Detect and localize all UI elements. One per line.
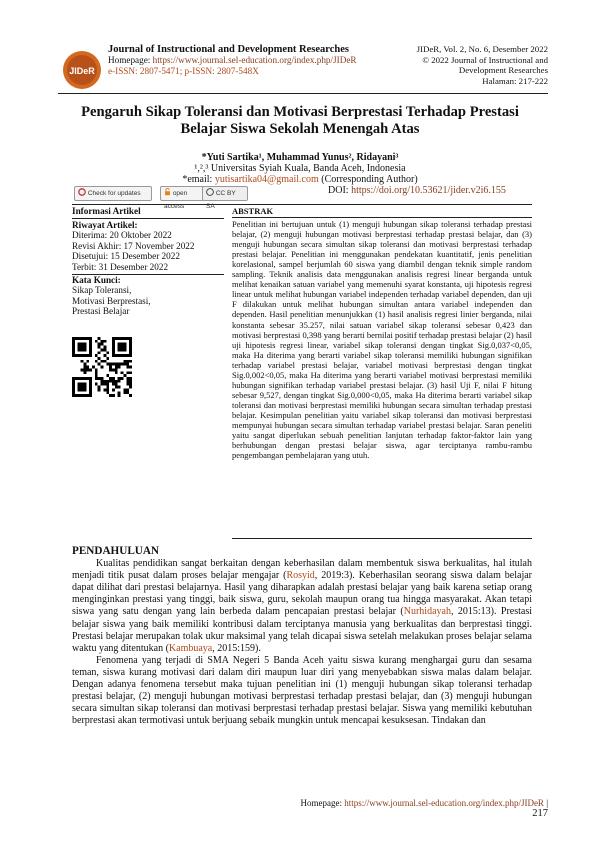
article-title: Pengaruh Sikap Toleransi dan Motivasi Berprestasi Terhadap Prestasi Belajar Siswa Sekolah Menengah Atas [81,104,519,137]
journal-homepage-link[interactable]: https://www.journal.sel-education.org/index.php/JIDeR [152,55,357,65]
issue-info [388,44,548,86]
author-block [60,152,540,185]
logo-text: JIDeR [69,66,95,76]
email-link[interactable]: yutisartika04@gmail.com [214,174,319,185]
abstract-text: Penelitian ini bertujuan untuk (1) menguji hubungan sikap toleransi terhadap prestasi belajar, (2) menguji hubungan motivasi berprestasi terhadap prestasi belajar, dan (3) menguji hubungan secara simultan sikap toleransi dan motivasi berprestasi terhadap prestasi belajar. Penelitian ini menggunakan pendekatan kuantitatif, jenis penelitian korelasional, sampel berjumlah 60 siswa yang diambil dengan teknik simple random sampling. Teknik analisis data menggunakan analisis regresi linear berganda untuk melihat kenaikan satuan variabel yang memenuhi syarat konstanta, uji hipotesis regresi linear untuk melihat hubungan variabel independen terhadap variabel dependen, dan uji F dilakukan untuk melihat hubungan simultan antara variabel independen dan dependen. Hasil penelitian menunjukkan (1) hasil analisis regresi linier berganda, nilai konstanta sebesar 35.257, nilai satuan variabel sikap toleransi sebesar 0,423 dan motivasi berprestasi 0,398 yang berarti bernilai positif terhadap prestasi belajar (2) hasil uji hipotesis regresi linear, variabel sikap toleransi dengan tingkat Sig.0,037<0,05, maka Ha diterima yang berarti variabel sikap toleransi memiliki hubungan signifikan terhadap variabel prestasi belajar, variabel motivasi berprestasi dengan tingkat Sig.0,002<0,05, maka Ha diterima yang berarti variabel motivasi berprestasi memiliki hubungan signifikan terhadap variabel prestasi belajar. (3) hasil Uji F, nilai F hitung sebesar 9,527, dengan tingkat Sig.0,000<0,05, maka Ha diterima berarti variabel sikap toleransi dan motivasi berprestasi memiliki hubungan secara simultan terhadap prestasi belajar. Kesimpulan penelitian yaitu variabel sikap toleransi dan motivasi berprestasi mempunyai hubungan secara simultan terhadap variabel prestasi belajar. Saran peneliti yaitu sangat diperlukan sebuah penelitian lanjutan terhadap faktor-faktor lain yang berhubungan dengan prestasi belajar siswa, agar terciptanya rambu-rambu pengembangan pembelajaran yang utuh. [232,219,532,461]
qr-code-icon[interactable] [72,337,132,397]
date-accepted: Disetujui: 15 Desember 2022 [72,251,180,262]
abstract [232,206,532,460]
copyright-text: © 2022 Journal of Instructional and Development Researches [422,54,548,76]
intro-paragraph-1: Kualitas pendidikan sangat berkaitan dengan keberhasilan dalam membentuk siswa berkualitas, hal itulah menjadi titik pusat dalam proses belajar mengajar (Rosyid, 2019:3). Keberhasilan seorang siswa dalam belajar dapat dilihat dari prestasi belajarnya. Hasil yang diharapkan adalah prestasi belajar yang baik karena setiap orang menginginkan prestasi yang tinggi, baik siswa, guru, sekolah maupun orang tua hingga masyarakat. Akan tetapi siswa yang satu dengan yang lain berbeda dalam pencapaian prestasi belajar (Nurhidayah, 2015:13). Prestasi belajar siswa yang baik memiliki kontribusi dalam terciptanya manusia yang berkualitas dan berprestasi tinggi. Prestasi belajar merupakan tolak ukur maksimal yang telah dicapai siswa setelah melakukan proses belajar selama waktu yang ditentukan (Kambuaya, 2015:159). [72,558,533,654]
check-updates-badge[interactable]: Check for updates [74,186,152,201]
date-revised: Revisi Akhir: 17 November 2022 [72,240,195,251]
doi-link[interactable]: https://doi.org/10.53621/jider.v2i6.155 [351,185,506,196]
journal-homepage: Homepage: https://www.journal.sel-education.org/index.php/JIDeR [108,55,357,65]
footer-homepage-link[interactable]: https://www.journal.sel-education.org/index.php/JIDeR [344,798,544,808]
introduction-section [72,545,532,727]
intro-paragraph-2: Fenomena yang terjadi di SMA Negeri 5 Banda Aceh yaitu siswa kurang menghargai guru dan sesama teman, siswa kurang motivasi dari dalam diri maupun luar diri yang menyebabkan siswa malas dalam belajar. Dengan adanya fenomena tersebut maka tujuan penelitian ini (1) menguji hubungan sikap toleransi terhadap prestasi belajar, (2) menguji hubungan motivasi berprestasi terhadap prestasi belajar, dan (3) menguji hubungan secara simultan sikap toleransi dan motivasi berprestasi terhadap prestasi belajar. Siswa yang memiliki kebutuhan berprestasi akan termotivasi untuk berjuang sebaik mungkin untuk mencapai kesuksesan. Tindakan dan [72,654,532,727]
keyword: Prestasi Belajar [72,306,130,317]
license-badge: CC BY SA [202,186,248,201]
page-number: 217 [532,808,548,819]
doi: DOI: https://doi.org/10.53621/jider.v2i6.155 [328,185,506,196]
author-names: *Yuti Sartika¹, Muhammad Yunus², Ridayani³ [201,152,399,163]
citation-link[interactable]: Kambuaya [168,642,213,654]
journal-logo [62,50,102,90]
page-range: Halaman: 217-222 [482,75,548,86]
open-access-badge: open access [160,186,204,201]
journal-issn: e-ISSN: 2807-5471; p-ISSN: 2807-548X [108,66,259,76]
keyword: Motivasi Berprestasi, [72,295,151,306]
date-received: Diterima: 20 Oktober 2022 [72,230,172,241]
header-divider [58,93,548,94]
volume-text: JIDeR, Vol. 2, No. 6, Desember 2022 [416,44,548,54]
history-heading: Riwayat Artikel: [72,219,138,230]
citation-link[interactable]: Rosyid [286,570,315,582]
refresh-icon [78,188,86,196]
section-heading: PENDAHULUAN [72,545,160,557]
article-info-heading: Informasi Artikel [72,206,224,219]
author-affiliation: ¹,²,³ Universitas Syiah Kuala, Banda Aceh, Indonesia [194,163,406,174]
journal-header [58,44,548,90]
author-email: *email: yutisartika04@gmail.com (Corresponding Author) [182,174,418,185]
page-footer: Homepage: https://www.journal.sel-education.org/index.php/JIDeR | 217 [300,798,548,819]
journal-title: Journal of Instructional and Development Researches [108,44,350,55]
cc-icon [206,188,214,196]
badge-doi-row [72,184,532,210]
article-info [72,206,224,400]
journal-info [108,44,398,77]
date-published: Terbit: 31 Desember 2022 [72,262,224,275]
keywords-heading: Kata Kunci: [72,274,121,285]
keyword: Sikap Toleransi, [72,285,132,296]
abstract-heading: ABSTRAK [232,206,532,218]
citation-link[interactable]: Nurhidayah [403,606,451,618]
open-lock-icon [164,188,171,196]
